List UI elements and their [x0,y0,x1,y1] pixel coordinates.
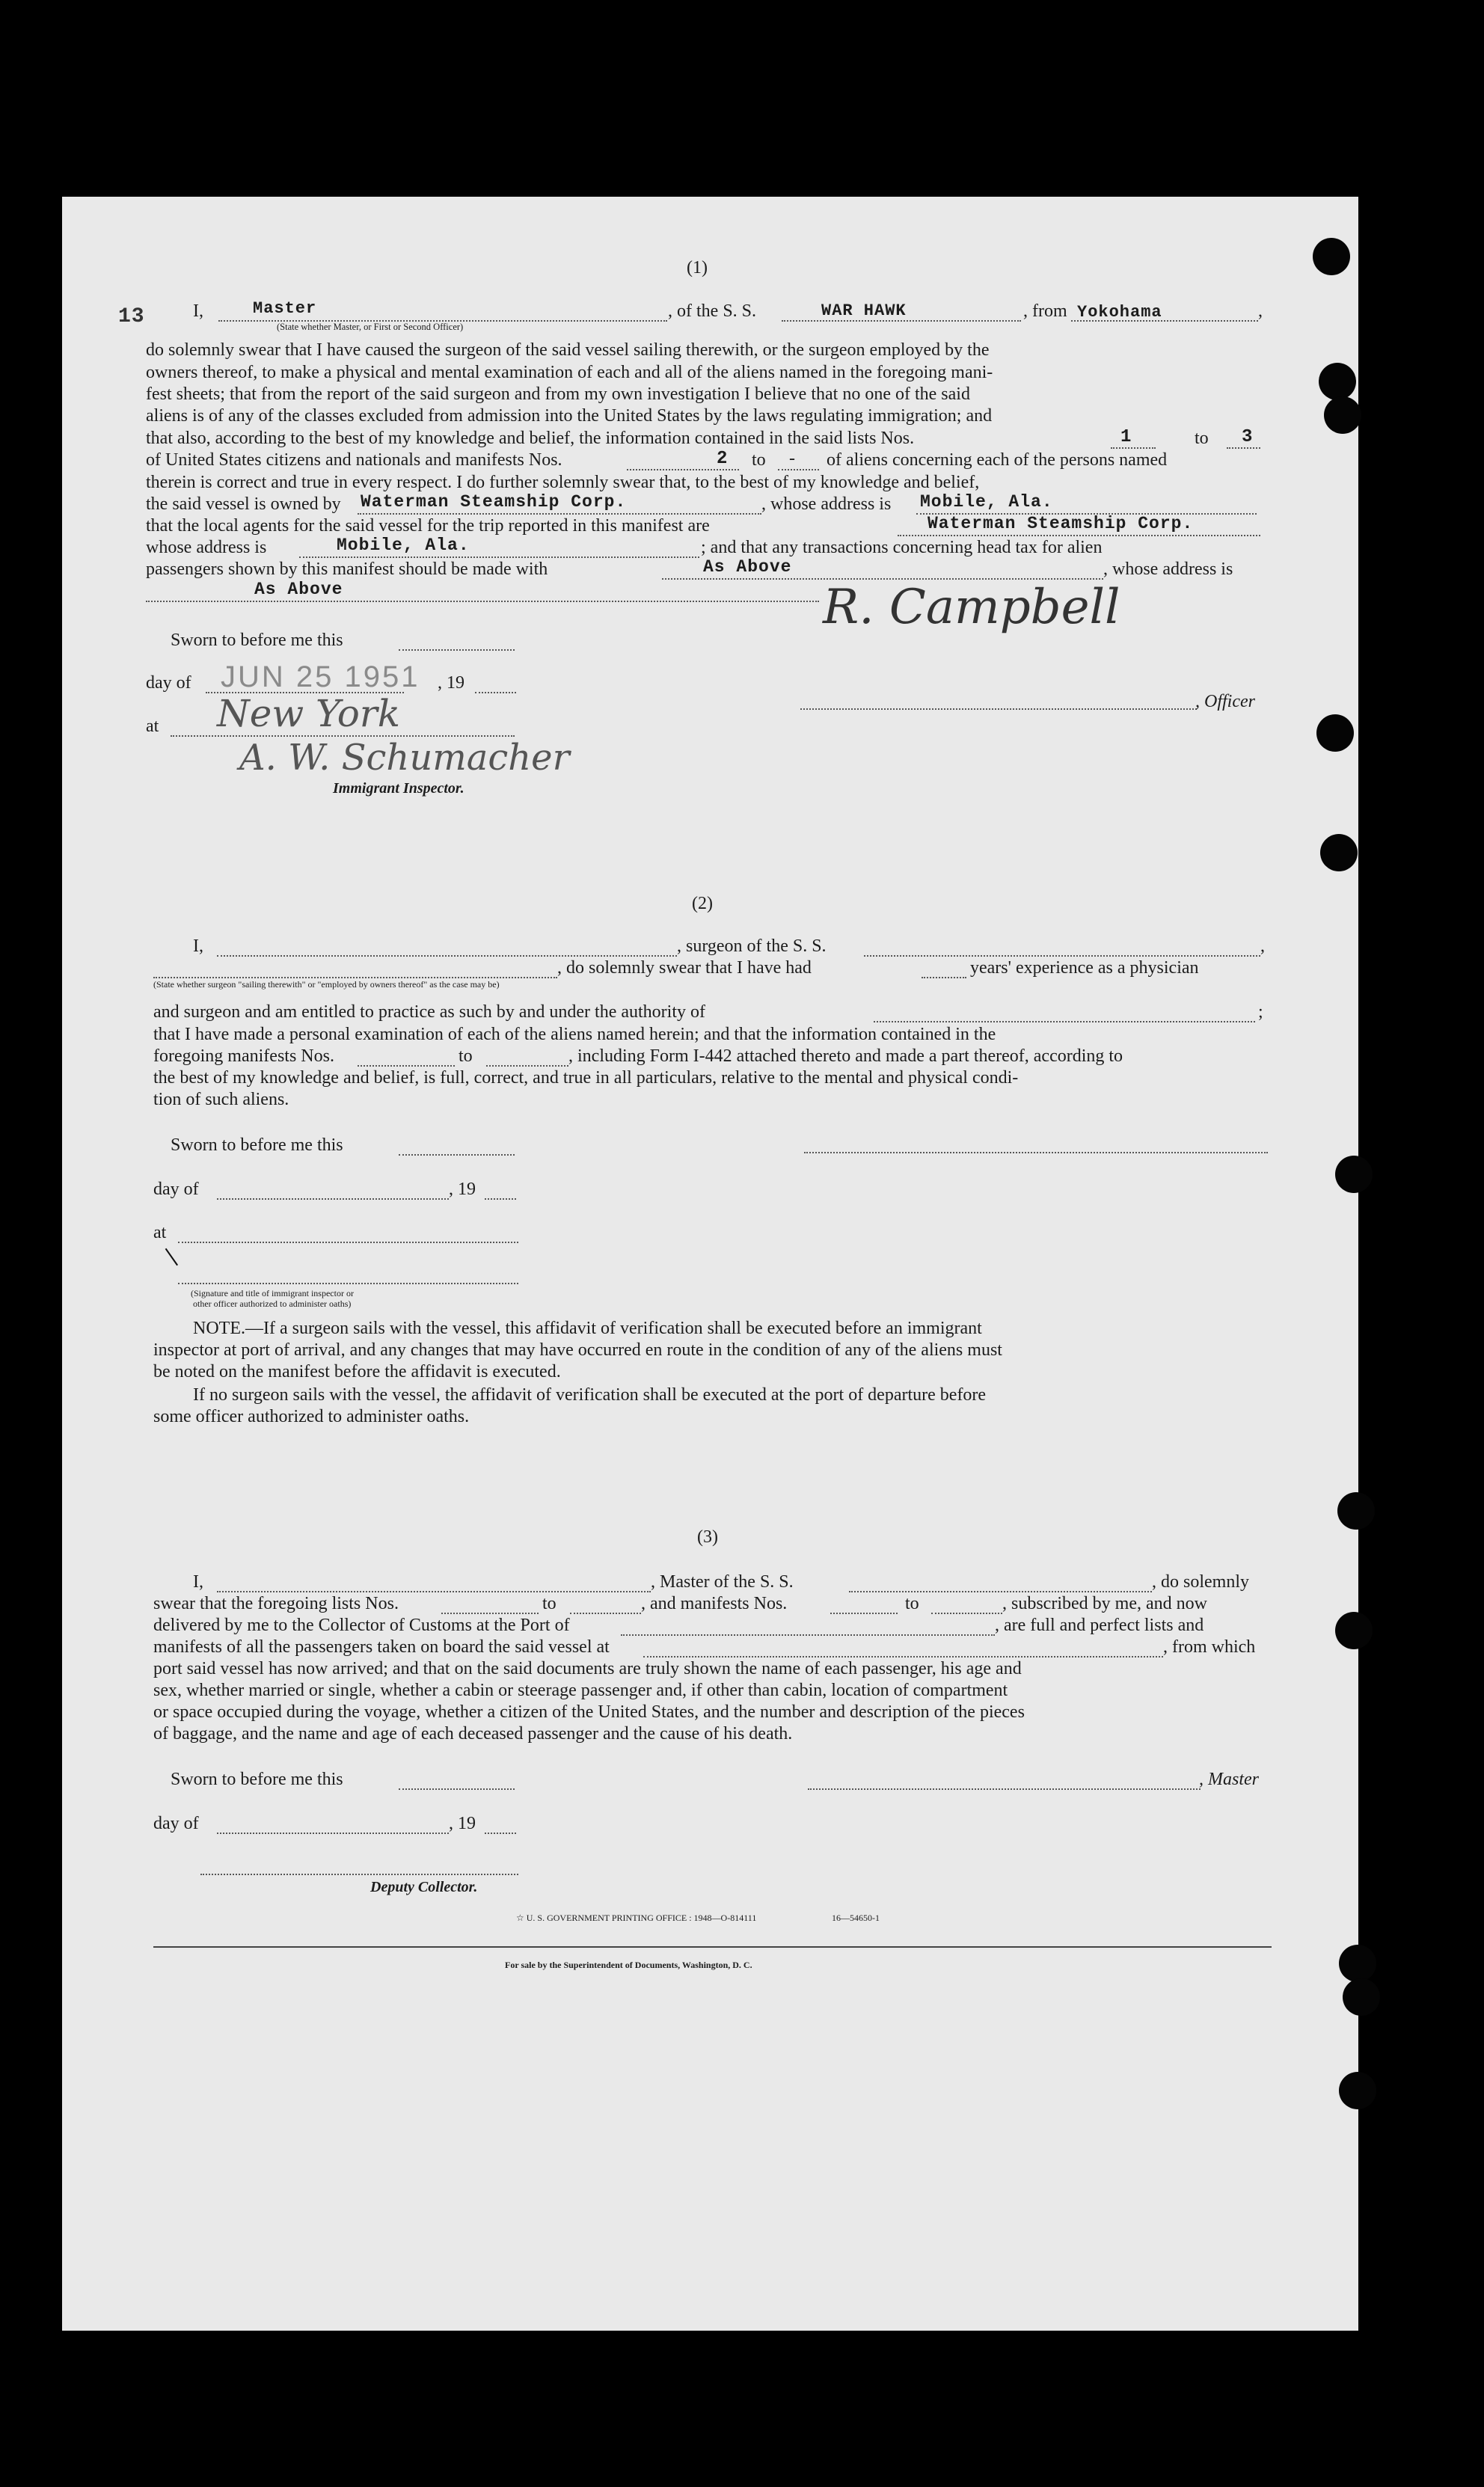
address-line [146,601,819,602]
place-handwritten: New York [217,692,400,735]
authority-line: and surgeon and am entitled to practice as such by and under the authority of [153,1002,705,1022]
surgeon-of-label: , surgeon of the S. S. [677,936,827,956]
year-line [485,1198,516,1200]
aliens-text: of aliens concerning each of the persons named [827,450,1168,470]
day-line [217,1198,449,1200]
inspector-label: Immigrant Inspector. [333,780,464,797]
s2-i-label: I, [193,936,203,956]
oath-line: the said vessel is owned by [146,494,341,514]
surgeon-note: (State whether surgeon "sailing therewith" or "employed by owners thereof" as the case may be) [153,979,500,990]
sworn-line [399,1788,515,1790]
year-prefix: , 19 [438,673,464,693]
vessel-line [782,320,1021,322]
punch-hole [1319,363,1356,400]
section-2-heading: (2) [692,894,713,913]
year-line [485,1833,516,1834]
oath-line: owners thereof, to make a physical and mental examination of each and all of the aliens named in the foregoing mani- [146,363,993,382]
master-signature-line [808,1788,1201,1790]
affidavit-line: the best of my knowledge and belief, is full, correct, and true in all particulars, relative to the mental and physical condi- [153,1068,1019,1088]
section-3-heading: (3) [697,1527,718,1547]
master-of-label: , Master of the S. S. [651,1572,794,1592]
address-value: As Above [254,580,343,599]
oath-line: or space occupied during the voyage, whether a citizen of the United States, and the number and description of the pieces [153,1702,1025,1722]
manifest-from-value: 2 [717,449,729,469]
s3-name-line [217,1591,651,1592]
s2-name-line [217,955,677,957]
inspector-signature-line [178,1283,518,1284]
list-to-value: 3 [1242,427,1254,447]
day-of-label: day of [153,1814,199,1833]
oath-line: of United States citizens and nationals and manifests Nos. [146,450,562,470]
day-of-label: day of [146,673,191,693]
transactions-text: ; and that any transactions concerning head tax for alien [701,538,1103,557]
oath-line: port said vessel has now arrived; and that on the said documents are truly shown the name of each passenger, his age and [153,1659,1022,1678]
oath-line: delivered by me to the Collector of Customs at the Port of [153,1616,570,1635]
year-prefix: , 19 [449,1180,476,1199]
oath-line: therein is correct and true in every respect. I do further solemnly swear that, to the best of my knowledge and belief, [146,473,980,492]
punch-hole [1339,2072,1376,2109]
owner-address-value: Mobile, Ala. [920,492,1053,512]
owner-value: Waterman Steamship Corp. [361,492,627,512]
oath-line: swear that the foregoing lists Nos. [153,1594,399,1613]
to-label: to [542,1594,556,1613]
section-1-heading: (1) [687,258,708,277]
day-line [217,1833,449,1834]
whose-address-label: , whose address is [761,494,892,514]
sworn-line [399,649,515,651]
punch-hole [1324,396,1361,434]
list-to-line [1227,447,1260,449]
whose-address-label: , whose address is [1103,559,1233,579]
affidavit-line: , including Form I-442 attached thereto and made a part thereof, according to [568,1046,1123,1066]
oath-line: fest sheets; that from the report of the said surgeon and from my own investigation I believe that no one of the said [146,384,970,404]
to-label: to [905,1594,919,1613]
master-label: , Master [1199,1770,1259,1789]
agents-line [898,535,1260,536]
manifests-to-field [931,1613,1002,1614]
sworn-text: Sworn to before me this [171,631,343,650]
s1-i-label: I, [193,301,203,321]
manifests-from-field [830,1613,898,1614]
affidavit-line: that I have made a personal examination of each of the aliens named herein; and that the information contained in the [153,1025,996,1044]
years-physician-text: years' experience as a physician [970,958,1199,978]
note-line: If no surgeon sails with the vessel, the affidavit of verification shall be executed at the port of departure before [193,1385,987,1405]
manifest-from-line [627,469,739,470]
officer-label: , Officer [1195,692,1255,711]
punch-hole [1313,238,1350,275]
lists-to-field [570,1613,641,1614]
list-from-value: 1 [1120,427,1132,447]
sig-note: (Signature and title of immigrant inspector or [191,1288,354,1298]
list-from-line [1111,447,1156,449]
transactions-value: As Above [703,557,792,577]
port-departure-field [643,1656,1163,1658]
year-line [475,692,516,693]
oath-line: manifests of all the passengers taken on board the said vessel at [153,1637,610,1657]
s3-vessel-line [849,1591,1152,1592]
manifest-from-field [358,1065,455,1067]
master-note: (State whether Master, or First or Second Officer) [277,322,464,332]
manifest-to-line [778,469,819,470]
swear-years-text: , do solemnly swear that I have had [557,958,812,978]
collector-label: Deputy Collector. [370,1879,478,1895]
agents-address-value: Mobile, Ala. [337,536,470,555]
oath-line: passengers shown by this manifest should be made with [146,559,548,579]
agents-address-line [299,556,699,558]
s3-i-label: I, [193,1572,203,1592]
oath-line: , and manifests Nos. [641,1594,788,1613]
date-stamp: JUN 25 1951 [221,660,420,693]
surgeon-type-line [153,977,557,978]
note-line: be noted on the manifest before the affidavit is executed. [153,1362,561,1382]
comma: , [1258,301,1263,321]
of-ss-label: , of the S. S. [668,301,757,321]
from-label: , from [1023,301,1067,321]
oath-line: , subscribed by me, and now [1002,1594,1207,1613]
sworn-text: Sworn to before me this [171,1770,343,1789]
officer-line [800,708,1197,710]
vessel-value: WAR HAWK [821,301,907,320]
port-field [621,1634,995,1636]
oath-line: do solemnly swear that I have caused the surgeon of the said vessel sailing therewith, or the surgeon employed by the [146,340,990,360]
to-label: to [752,450,766,470]
oath-line: sex, whether married or single, whether a cabin or steerage passenger and, if other than cabin, location of compartment [153,1681,1008,1700]
punch-hole [1343,1978,1380,2016]
manifest-to-value: - [789,449,795,468]
punch-hole [1316,714,1354,752]
authority-field [874,1021,1255,1022]
punch-hole [1339,1945,1376,1982]
note-line: inspector at port of arrival, and any changes that may have occurred en route in the condition of any of the aliens must [153,1340,1002,1360]
sworn-text: Sworn to before me this [171,1135,343,1155]
at-label: at [146,717,159,736]
oath-line: , are full and perfect lists and [995,1616,1204,1635]
oath-line: , from which [1163,1637,1256,1657]
affidavit-line: foregoing manifests Nos. [153,1046,334,1066]
sale-notice: For sale by the Superintendent of Documents, Washington, D. C. [505,1960,752,1970]
note-line: NOTE.—If a surgeon sails with the vessel, this affidavit of verification shall be executed before an immigrant [193,1319,982,1338]
inspector-signature: A. W. Schumacher [239,737,570,779]
note-line: some officer authorized to administer oaths. [153,1407,470,1426]
comma: , [1260,936,1265,956]
oath-line: aliens is of any of the classes excluded from admission into the United States by the laws regulating immigration; and [146,406,993,426]
day-of-label: day of [153,1180,199,1199]
semicolon: ; [1258,1002,1263,1022]
master-value: Master [253,299,317,318]
oath-line: that the local agents for the said vessel for the trip reported in this manifest are [146,516,710,536]
solemnly-text: , do solemnly [1152,1572,1249,1592]
affidavit-line: tion of such aliens. [153,1090,289,1109]
to-label: to [459,1046,473,1066]
from-value: Yokohama [1077,303,1162,322]
at-line [178,1242,518,1243]
manifest-to-field [486,1065,568,1067]
punch-hole [1320,834,1358,871]
oath-line: whose address is [146,538,267,557]
margin-mark: 13 [118,305,145,328]
oath-line: of baggage, and the name and age of each deceased passenger and the cause of his death. [153,1724,793,1744]
surgeon-signature-line [804,1152,1268,1153]
printing-office: ☆ U. S. GOVERNMENT PRINTING OFFICE : 1948—O-814111 [516,1913,757,1923]
sig-note: other officer authorized to administer oaths) [193,1298,352,1309]
punch-hole [1337,1492,1375,1530]
punch-hole [1335,1612,1373,1649]
punch-hole [1335,1156,1373,1193]
officer-signature: R. Campbell [823,580,1120,635]
to-label: to [1195,429,1209,448]
year-prefix: , 19 [449,1814,476,1833]
oath-line: that also, according to the best of my knowledge and belief, the information contained in the said lists Nos. [146,429,915,448]
owner-line [358,513,761,515]
ink-mark: | [161,1244,180,1268]
at-label: at [153,1223,167,1242]
form-number: 16—54650-1 [832,1913,880,1923]
collector-signature-line [200,1874,518,1875]
lists-from-field [441,1613,539,1614]
footer-rule [153,1946,1272,1948]
sworn-line [399,1154,515,1156]
agents-value: Waterman Steamship Corp. [927,514,1194,533]
years-line [922,977,966,978]
s2-vessel-line [864,955,1260,957]
